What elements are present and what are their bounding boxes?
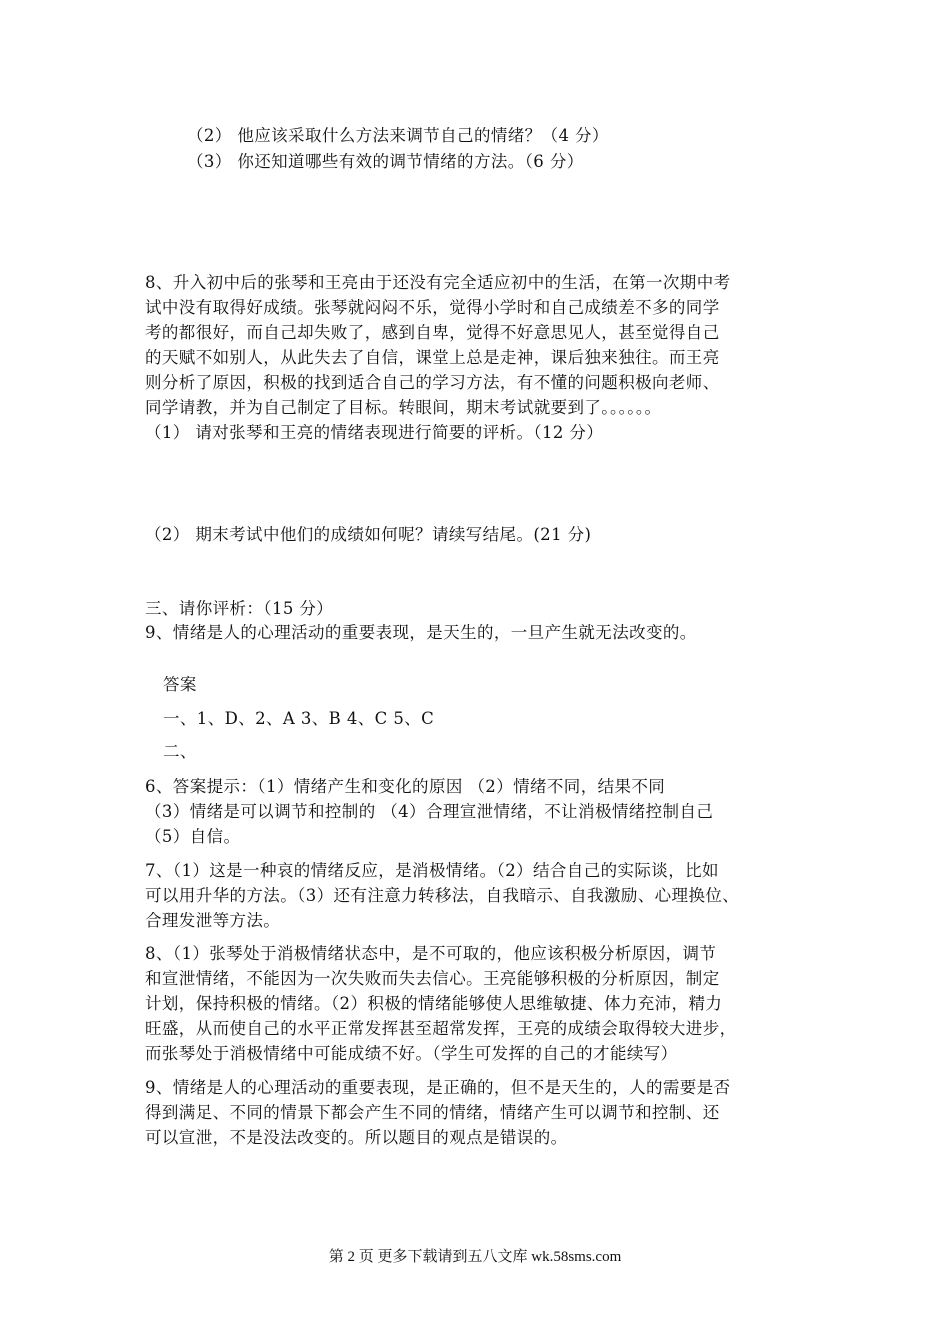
question-8-part-2: （2） 期末考试中他们的成绩如何呢？请续写结尾。(21 分) bbox=[145, 525, 592, 544]
answers-section-1: 一、1、D、2、A 3、B 4、C 5、C bbox=[163, 709, 435, 728]
question-8-text-line: 则分析了原因，积极的找到适合自己的学习方法，有不懂的问题积极向老师、 bbox=[145, 373, 720, 392]
section-3-heading: 三、请你评析：（15 分） bbox=[145, 599, 334, 618]
answer-6-line: 6、答案提示：（1）情绪产生和变化的原因 （2）情绪不同，结果不同 bbox=[145, 777, 666, 796]
answers-section-2: 二、 bbox=[163, 742, 197, 761]
answer-9-line: 得到满足、不同的情景下都会产生不同的情绪，情绪产生可以调节和控制、还 bbox=[145, 1103, 720, 1122]
answer-9-line: 9、情绪是人的心理活动的重要表现，是正确的，但不是天生的，人的需要是否 bbox=[145, 1078, 731, 1097]
answer-7-line: 合理发泄等方法。 bbox=[145, 911, 281, 930]
question-8-text-line: 8、升入初中后的张琴和王亮由于还没有完全适应初中的生活，在第一次期中考 bbox=[145, 273, 731, 292]
answer-9-line: 可以宣泄，不是没法改变的。所以题目的观点是错误的。 bbox=[145, 1128, 568, 1147]
page-footer: 第 2 页 更多下载请到五八文库 wk.58sms.com bbox=[328, 1249, 622, 1265]
question-8-text-line: 试中没有取得好成绩。张琴就闷闷不乐，觉得小学时和自己成绩差不多的同学 bbox=[145, 298, 720, 317]
question-7-part-3: （3） 你还知道哪些有效的调节情绪的方法。（6 分） bbox=[187, 152, 584, 171]
answer-8-line: 计划，保持积极的情绪。（2）积极的情绪能够使人思维敏捷、体力充沛，精力 bbox=[145, 994, 723, 1013]
answer-8-line: 旺盛，从而使自己的水平正常发挥甚至超常发挥，王亮的成绩会取得较大进步， bbox=[145, 1019, 737, 1038]
answer-8-line: 而张琴处于消极情绪中可能成绩不好。（学生可发挥的自己的才能续写） bbox=[145, 1044, 678, 1063]
question-8-text-line: 的天赋不如别人，从此失去了自信，课堂上总是走神，课后独来独往。而王亮 bbox=[145, 348, 720, 367]
answer-8-line: 和宣泄情绪，不能因为一次失败而失去信心。王亮能够积极的分析原因，制定 bbox=[145, 969, 720, 988]
question-7-part-2: （2） 他应该采取什么方法来调节自己的情绪？（4 分） bbox=[187, 126, 609, 145]
question-8-text-line: 考的都很好，而自己却失败了，感到自卑，觉得不好意思见人，甚至觉得自己 bbox=[145, 323, 720, 342]
question-8-part-1: （1） 请对张琴和王亮的情绪表现进行简要的评析。（12 分） bbox=[145, 423, 604, 442]
answer-8-line: 8、（1）张琴处于消极情绪状态中，是不可取的，他应该积极分析原因，调节 bbox=[145, 944, 717, 963]
question-8-text-line: 同学请教，并为自己制定了目标。转眼间，期末考试就要到了。。。。。。 bbox=[145, 398, 662, 417]
answer-7-line: 7、（1）这是一种哀的情绪反应，是消极情绪。（2）结合自己的实际谈，比如 bbox=[145, 861, 719, 880]
answer-7-line: 可以用升华的方法。（3）还有注意力转移法，自我暗示、自我激励、心理换位、 bbox=[145, 886, 740, 905]
answers-heading: 答案 bbox=[163, 675, 197, 694]
answer-6-line: （5）自信。 bbox=[145, 827, 241, 846]
question-9-text: 9、情绪是人的心理活动的重要表现，是天生的，一旦产生就无法改变的。 bbox=[145, 623, 697, 642]
answer-6-line: （3）情绪是可以调节和控制的 （4）合理宣泄情绪，不让消极情绪控制自己 bbox=[145, 802, 714, 821]
